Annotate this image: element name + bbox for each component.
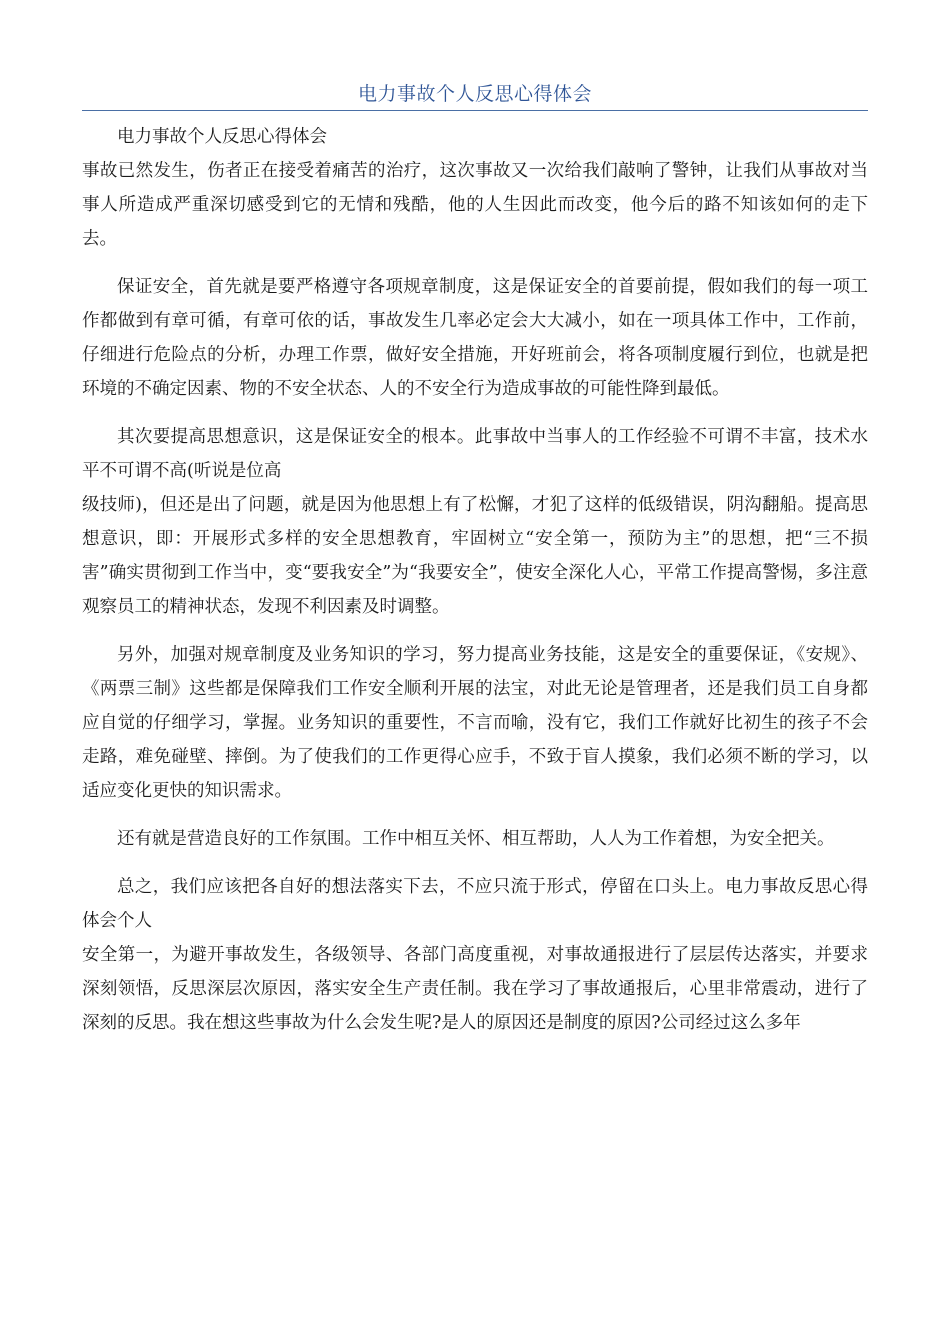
document-subtitle: 电力事故个人反思心得体会: [117, 127, 327, 147]
paragraph-4: 另外，加强对规章制度及业务知识的学习，努力提高业务技能，这是安全的重要保证，《安规》、《两票三制》这些都是保障我们工作安全顺利开展的法宝，对此无论是管理者，还是我们员工自身都应自觉的仔细学习，掌握。业务知识的重要性，不言而喻，没有它，我们工作就好比初生的孩子不会走路，难免碰壁、摔倒。为了使我们的工作更得心应手，不致于盲人摸象，我们必须不断的学习，以适应变化更快的知识需求。: [82, 645, 868, 801]
page-header: [82, 78, 868, 111]
paragraph-7: 安全第一，为避开事故发生，各级领导、各部门高度重视，对事故通报进行了层层传达落实，并要求深刻领悟，反思深层次原因，落实安全生产责任制。我在学习了事故通报后，心里非常震动，进行了深刻的反思。我在想这些事故为什么会发生呢?是人的原因还是制度的原因?公司经过这么多年: [82, 945, 868, 1033]
paragraph-3a: 其次要提高思想意识，这是保证安全的根本。此事故中当事人的工作经验不可谓不丰富，技术水平不可谓不高(听说是位高: [82, 427, 868, 481]
paragraph-3b: 级技师)，但还是出了问题，就是因为他思想上有了松懈，才犯了这样的低级错误，阴沟翻船。提高思想意识，即：开展形式多样的安全思想教育，牢固树立“安全第一，预防为主”的思想，把“三不损害”确实贯彻到工作当中，变“要我安全”为“我要安全”，使安全深化人心，平常工作提高警惕，多注意观察员工的精神状态，发现不利因素及时调整。: [82, 495, 868, 617]
paragraph-1: 事故已然发生，伤者正在接受着痛苦的治疗，这次事故又一次给我们敲响了警钟，让我们从事故对当事人所造成严重深切感受到它的无情和残酷，他的人生因此而改变，他今后的路不知该如何的走下去。: [82, 161, 868, 249]
header-title: 电力事故个人反思心得体会: [357, 83, 592, 105]
paragraph-6: 总之，我们应该把各自好的想法落实下去，不应只流于形式，停留在口头上。电力事故反思心得体会个人: [82, 877, 868, 931]
document-body: [82, 120, 868, 1054]
paragraph-2: 保证安全，首先就是要严格遵守各项规章制度，这是保证安全的首要前提，假如我们的每一项工作都做到有章可循，有章可依的话，事故发生几率必定会大大减小，如在一项具体工作中，工作前，仔细进行危险点的分析，办理工作票，做好安全措施，开好班前会，将各项制度履行到位，也就是把环境的不确定因素、物的不安全状态、人的不安全行为造成事故的可能性降到最低。: [82, 277, 868, 399]
paragraph-5: 还有就是营造良好的工作氛围。工作中相互关怀、相互帮助，人人为工作着想，为安全把关。: [117, 829, 835, 849]
